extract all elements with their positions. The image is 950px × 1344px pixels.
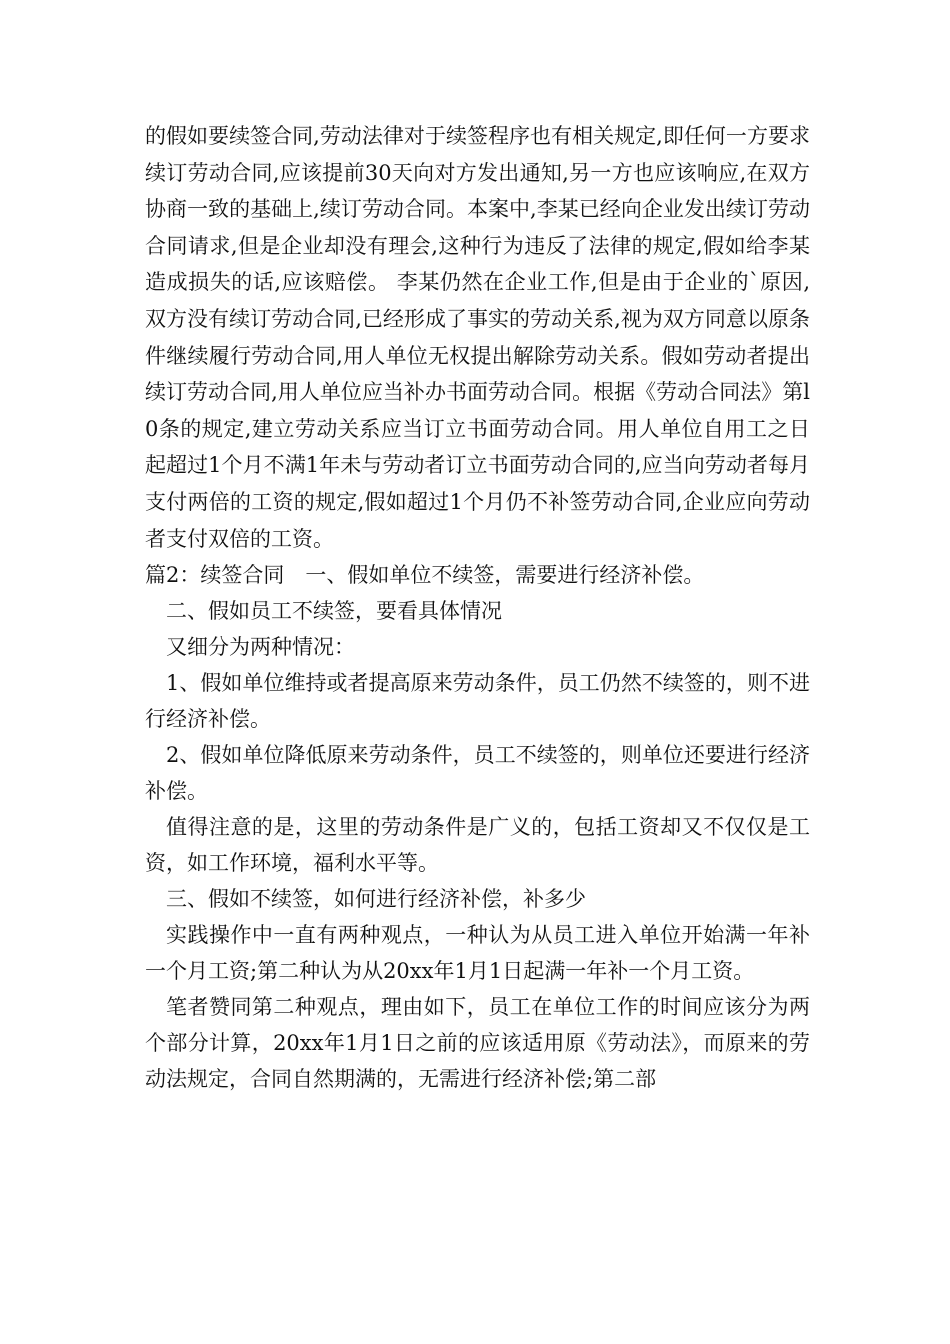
paragraph-point-2: 二、假如员工不续签，要看具体情况 xyxy=(166,599,502,624)
paragraph-case-1: 1、假如单位维持或者提高原来劳动条件，员工仍然不续签的，则不进行经济补偿。 xyxy=(145,671,810,732)
paragraph-two-views: 实践操作中一直有两种观点，一种认为从员工进入单位开始满一年补一个月工资;第二种认为从20xx年1月1日起满一年补一个月工资。 xyxy=(145,923,810,984)
paragraph-section-2-heading: 篇2：续签合同 一、假如单位不续签，需要进行经济补偿。 xyxy=(145,563,705,588)
paragraph-case-2: 2、假如单位降低原来劳动条件，员工不续签的，则单位还要进行经济补偿。 xyxy=(145,743,810,804)
paragraph-contract-renewal-law: 的假如要续签合同,劳动法律对于续签程序也有相关规定,即任何一方要求续订劳动合同,应该提前30天向对方发出通知,另一方也应该响应,在双方协商一致的基础上,续订劳动合同。本案中,李某已经向企业发出续订劳动合同请求,但是企业却没有理会,这种行为违反了法律的规定,假如给李某造成损失的话,应该赔偿。 李某仍然在企业工作,但是由于企业的`原因,双方没有续订劳动合同,已经形成了事实的劳动关系,视为双方同意以原条件继续履行劳动合同,用人单位无权提出解除劳动关系。假如劳动者提出续订劳动合同,用人单位应当补办书面劳动合同。根据《劳动合同法》第l0条的规定,建立劳动关系应当订立书面劳动合同。用人单位自用工之日起超过1个月不满1年未与劳动者订立书面劳动合同的,应当向劳动者每月支付两倍的工资的规定,假如超过1个月仍不补签劳动合同,企业应向劳动者支付双倍的工资。 xyxy=(145,124,810,551)
paragraph-point-3: 三、假如不续签，如何进行经济补偿，补多少 xyxy=(166,887,586,912)
paragraph-note-working-conditions: 值得注意的是，这里的劳动条件是广义的，包括工资却又不仅仅是工资，如工作环境，福利水平等。 xyxy=(145,815,810,876)
paragraph-two-cases: 又细分为两种情况： xyxy=(166,635,355,660)
document-body xyxy=(145,118,810,1097)
paragraph-author-opinion: 笔者赞同第二种观点，理由如下，员工在单位工作的时间应该分为两个部分计算，20xx年1月1日之前的应该适用原《劳动法》，而原来的劳动法规定，合同自然期满的，无需进行经济补偿;第二部 xyxy=(145,995,810,1092)
